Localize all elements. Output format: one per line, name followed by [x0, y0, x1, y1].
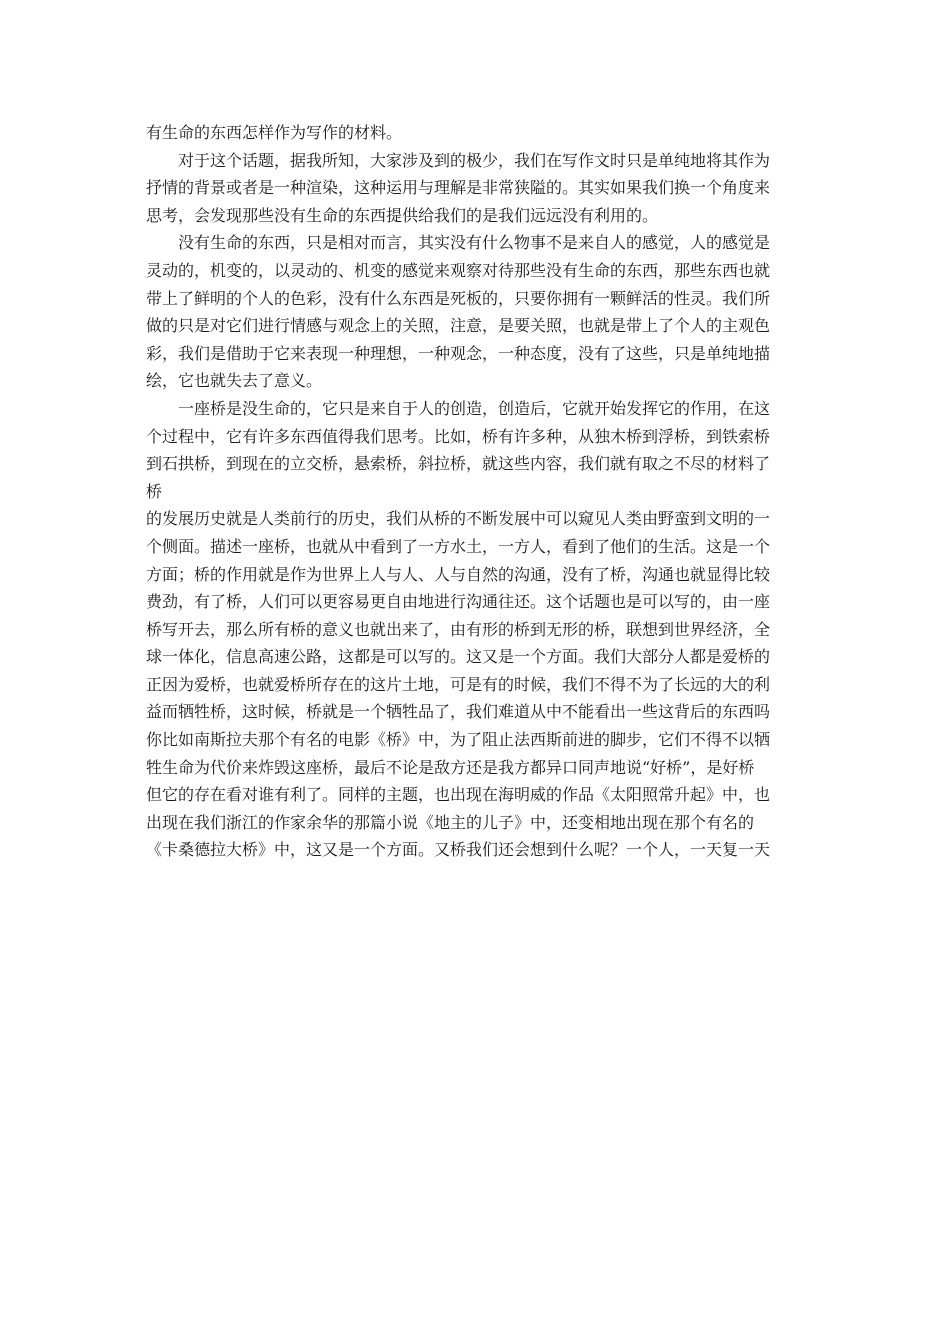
text-line: 你比如南斯拉夫那个有名的电影《桥》中，为了阻止法西斯前进的脚步，它们不得不以牺 — [146, 730, 771, 750]
text-line: 对于这个话题，据我所知，大家涉及到的极少，我们在写作文时只是单纯地将其作为 — [178, 150, 771, 170]
text-line: 绘，它也就失去了意义。 — [146, 371, 323, 391]
text-line: 出现在我们浙江的作家余华的那篇小说《地主的儿子》中，还变相地出现在那个有名的 — [146, 812, 755, 832]
text-line: 牲生命为代价来炸毁这座桥，最后不论是敌方还是我方都异口同声地说“好桥”，是好桥 — [146, 757, 755, 777]
text-line: 有生命的东西怎样作为写作的材料。 — [146, 123, 403, 142]
text-line: 费劲，有了桥，人们可以更容易更自由地进行沟通往还。这个话题也是可以写的，由一座 — [146, 592, 771, 612]
text-line: 《卡桑德拉大桥》中，这又是一个方面。又桥我们还会想到什么呢？一个人，一天复一天 — [146, 840, 771, 860]
text-line: 做的只是对它们进行情感与观念上的关照，注意，是要关照，也就是带上了个人的主观色 — [146, 316, 771, 336]
text-line: 彩，我们是借助于它来表现一种理想，一种观念，一种态度，没有了这些，只是单纯地描 — [146, 343, 771, 363]
text-line: 个过程中，它有许多东西值得我们思考。比如，桥有许多种，从独木桥到浮桥，到铁索桥 — [146, 426, 771, 446]
text-line: 带上了鲜明的个人的色彩，没有什么东西是死板的，只要你拥有一颗鲜活的性灵。我们所 — [146, 288, 771, 308]
text-line: 到石拱桥，到现在的立交桥，悬索桥，斜拉桥，就这些内容，我们就有取之不尽的材料了 — [146, 454, 771, 474]
text-line: 益而牺牲桥，这时候，桥就是一个牺牲品了，我们难道从中不能看出一些这背后的东西吗 — [146, 702, 771, 722]
text-line: 正因为爱桥，也就爱桥所存在的这片土地，可是有的时候，我们不得不为了长远的大的利 — [146, 674, 771, 694]
text-line: 思考，会发现那些没有生命的东西提供给我们的是我们远远没有利用的。 — [146, 205, 659, 225]
body-text — [146, 119, 806, 864]
text-line: 方面；桥的作用就是作为世界上人与人、人与自然的沟通，没有了桥，沟通也就显得比较 — [146, 564, 771, 584]
text-line: 没有生命的东西，只是相对而言，其实没有什么物事不是来自人的感觉，人的感觉是 — [178, 233, 771, 253]
text-line: 但它的存在看对谁有利了。同样的主题，也出现在海明威的作品《太阳照常升起》中，也 — [146, 785, 771, 805]
text-line: 球一体化，信息高速公路，这都是可以写的。这又是一个方面。我们大部分人都是爱桥的 — [146, 647, 771, 667]
text-line: 灵动的，机变的，以灵动的、机变的感觉来观察对待那些没有生命的东西，那些东西也就 — [146, 260, 771, 280]
text-line: 抒情的背景或者是一种渲染，这种运用与理解是非常狭隘的。其实如果我们换一个角度来 — [146, 178, 771, 198]
text-line: 的发展历史就是人类前行的历史，我们从桥的不断发展中可以窥见人类由野蛮到文明的一 — [146, 509, 771, 529]
text-line: 一座桥是没生命的，它只是来自于人的创造，创造后，它就开始发挥它的作用，在这 — [178, 398, 771, 418]
text-line: 桥 — [146, 481, 163, 501]
text-line: 个侧面。描述一座桥，也就从中看到了一方水土，一方人，看到了他们的生活。这是一个 — [146, 536, 771, 556]
text-line: 桥写开去，那么所有桥的意义也就出来了，由有形的桥到无形的桥，联想到世界经济，全 — [146, 619, 771, 639]
